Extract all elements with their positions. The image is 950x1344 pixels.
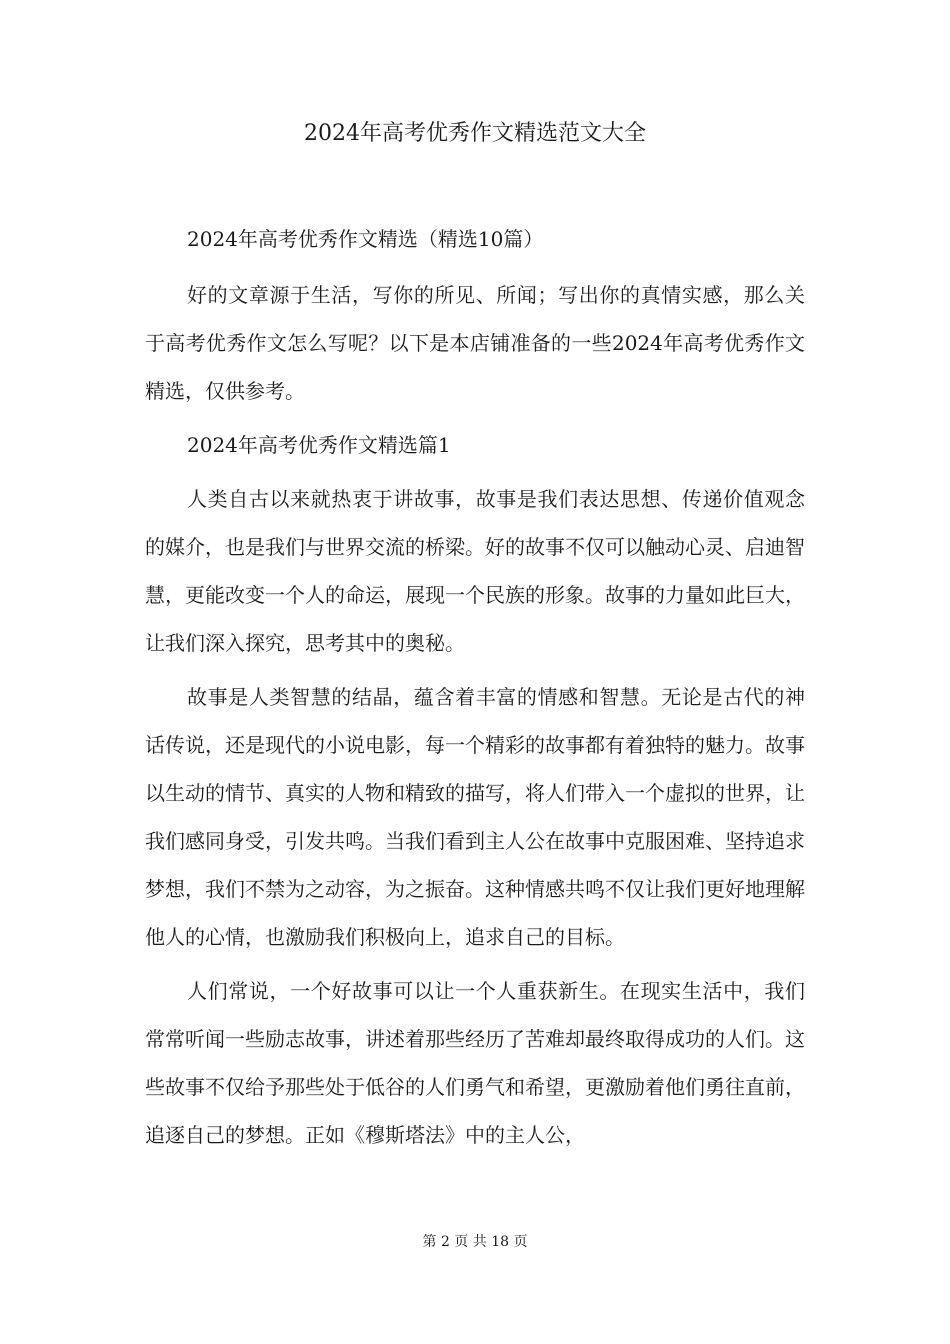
body-paragraph: 人类自古以来就热衷于讲故事，故事是我们表达思想、传递价值观念的媒介，也是我们与世界交流的桥梁。好的故事不仅可以触动心灵、启迪智慧，更能改变一个人的命运，展现一个民族的形象。故事的力量如此巨大，让我们深入探究，思考其中的奥秘。: [145, 487, 805, 655]
body-paragraph: 人们常说，一个好故事可以让一个人重获新生。在现实生活中，我们常常听闻一些励志故事，讲述着那些经历了苦难却最终取得成功的人们。这些故事不仅给予那些处于低谷的人们勇气和希望，更激励着他们勇往直前，追逐自己的梦想。正如《穆斯塔法》中的主人公，: [145, 979, 805, 1147]
section-heading: 2024年高考优秀作文精选（精选10篇）: [187, 227, 544, 251]
intro-paragraph: 好的文章源于生活，写你的所见、所闻；写出你的真情实感，那么关于高考优秀作文怎么写呢？以下是本店铺准备的一些2024年高考优秀作文精选，仅供参考。: [145, 283, 805, 403]
document-body: [145, 215, 805, 1159]
document-title: 2024年高考优秀作文精选范文大全: [304, 121, 646, 146]
body-paragraph: 故事是人类智慧的结晶，蕴含着丰富的情感和智慧。无论是古代的神话传说，还是现代的小说电影，每一个精彩的故事都有着独特的魅力。故事以生动的情节、真实的人物和精致的描写，将人们带入一个虚拟的世界，让我们感同身受，引发共鸣。当我们看到主人公在故事中克服困难、坚持追求梦想，我们不禁为之动容，为之振奋。这种情感共鸣不仅让我们更好地理解他人的心情，也激励我们积极向上，追求自己的目标。: [145, 685, 805, 949]
essay-heading: 2024年高考优秀作文精选篇1: [187, 433, 451, 457]
page-footer: 第 2 页 共 18 页: [422, 1234, 528, 1250]
